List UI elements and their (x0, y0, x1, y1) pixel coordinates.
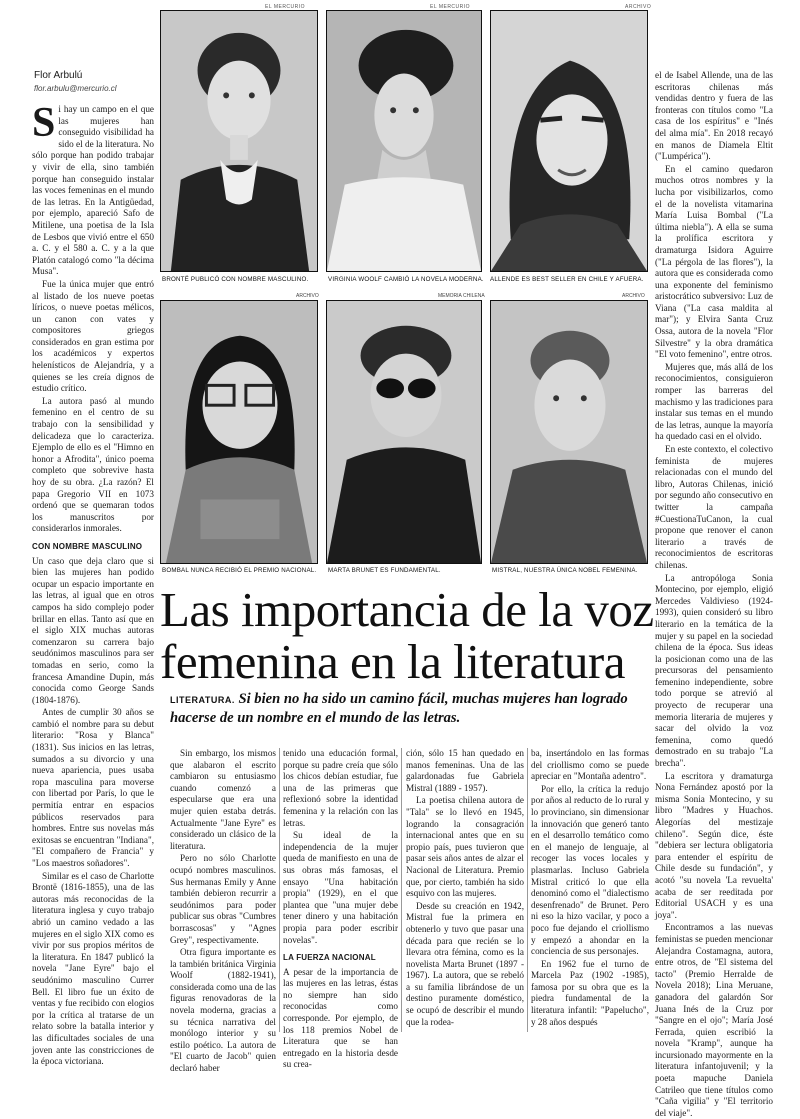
headline-line-1: Las importancia de la voz (160, 582, 654, 637)
photo-caption: MARTA BRUNET ES FUNDAMENTAL. (328, 567, 441, 574)
photo-bronte (160, 10, 318, 272)
photo-mistral (490, 300, 648, 564)
paragraph: La poetisa chilena autora de "Tala" se lo llevó en 1945, logrando la consagración internacional antes que en su propio país, pues tuvieron que pasar seis años antes de alzar el Nacional de Literatura. Premio que, por cierto, también ha sido esquivo con las mujeres. (406, 795, 524, 899)
photo-caption: ALLENDE ES BEST SELLER EN CHILE Y AFUERA. (490, 276, 644, 283)
photo-brunet (326, 300, 482, 564)
paragraph: Encontramos a las nuevas feministas se pueden mencionar Alejandra Costamagna, autora, entre otros, de "El sistema del tacto" (Premio Herralde de Novela 2018); Lina Meruane, ganadora del galardón Sor Juana Inés de la Cruz por "Sangre en el ojo"; María José Ferrada, quien escribió la novela "Kramp", aunque ha incursionado mayormente en la literatura infantojuvenil; y la poeta mapuche Daniela Catrileo que tiene títulos como "Caña vigilia" y "El territorio del viaje". (655, 922, 773, 1118)
paragraph: La autora pasó al mundo femenino en el centro de su trabajo con la sensibilidad y delicadeza que lo caracteriza. Ejemplo de ello es el "Himno en honor a Afrodita", único poema completo que sobrevive hasta hoy de su obra. ¿La razón? El papa Gregorio VII en 1073 ordenó que se quemaran todos los manuscritos por considerarlos inmorales. (32, 395, 154, 534)
paragraph: La escritora y dramaturga Nona Fernández apostó por la misma Sonia Montecino, y su libro "Madres y Huachos. Alegorías del mestizaje chileno". Según dice, éste "debiera ser lectura obligatoria para entender el espíritu de Chile desde su fundación", y acotó "su novela 'La revuelta' acaba de ser reeditada por Editorial USACH y es una joya". (655, 770, 773, 920)
column-divider (279, 748, 280, 1032)
article-column-4 (406, 748, 524, 1032)
column-divider (401, 748, 402, 1032)
paragraph: En este contexto, el colectivo feminista de mujeres relacionadas con el mundo del libro, Autoras Chilenas, inició por segundo año consecutivo en twitter la campaña #CuestionaTuCanon, la cual propone que renover el canon literario a través de reconocimientos de escritoras chilenas. (655, 444, 773, 570)
author-name: Flor Arbulú (34, 70, 83, 81)
top-label-b: EL MERCURIO (430, 4, 471, 10)
paragraph: Por ello, la crítica la redujo por años al reducto de lo rural y lo provinciano, sin dimensionar la innovación que generó tanto en el desarrollo temático como en el manejo de lenguaje, al recoger las voces locales y plasmarlas. Incluso Gabriela Mistral criticó lo que ella denominó como el "dialectismo desenfrenado" de Brunet. Pero ni eso la hizo vacilar, y poco a poco fue dejando el criollismo y empezó a ahondar en la conciencia de sus personajes. (531, 783, 649, 957)
deck-text: Si bien no ha sido un camino fácil, muchas mujeres han logrado hacerse de un nombre en el mundo de las letras. (170, 691, 628, 726)
paragraph: Desde su creación en 1942, Mistral fue la primera en obtenerlo y tuvo que pasar una década para que recién se lo llevara otra fémina, como es la novelista Marta Brunet (1897 - 1967). La autora, que se rebeló a su familia librándose de un destino puramente doméstico, se ocupó de describir el mundo que la rodea- (406, 900, 524, 1027)
photo-credit: ARCHIVO (296, 293, 319, 299)
paragraph: ba, insertándolo en las formas del criollismo como se puede apreciar en "Montaña adentro". (531, 748, 649, 782)
paragraph: Mujeres que, más allá de los reconocimientos, consiguieron romper las barreras del machismo y las tradiciones para instalar sus temas en el mundo de las letras, aunque la mayoría ha quedado casi en el olvido. (655, 361, 773, 442)
photo-caption: MISTRAL, NUESTRA ÚNICA NOBEL FEMENINA. (492, 567, 638, 574)
paragraph: La antropóloga Sonia Montecino, por ejemplo, eligió Mercedes Valdivieso (1924-1993), quien consideró su libro literario en la temática de la mujer y su papel en la sociedad chilena de la época. Sus ideas la posicionan como una de las precursoras del pensamiento femenino independiente, sobre todo porque se atrevió al proyecto de recuperar una memoria literaria de mujeres y sacar del olvido la voz femenina, como quedó demostrado en su trabajo "La brecha". (655, 572, 773, 769)
paragraph: i hay un campo en el que las mujeres han conseguido visibilidad ha sido el de la literatura. No sólo porque han podido trabajar y vivir de ella, sino también porque han conseguido instalar las voces femeninas en el mundo de las letras. En la Antigüedad, por ejemplo, apareció Safo de Mitilene, una poetisa de la Isla de Lesbos que vivió entre el 650 a. C. y el 580 a. C. y a la que Platón catalogó como "la décima Musa". (32, 104, 154, 277)
photo-woolf (326, 10, 482, 272)
photo-caption: VIRGINIA WOOLF CAMBIÓ LA NOVELA MODERNA. (328, 276, 484, 283)
paragraph: Pero no sólo Charlotte ocupó nombres masculinos. Sus hermanas Emily y Anne también debieron recurrir a seudónimos para poder publicar sus obras "Cumbres borrascosas" y "Agnes Grey", respectivamente. (170, 853, 276, 945)
paragraph: el de Isabel Allende, una de las escritoras chilenas más vendidas dentro y fuera de las fronteras con títulos como "La casa de los espíritus" e "Inés del alma mía". En 2018 recayó en manos de Diamela Eltit ("Lumpérica"). (655, 70, 773, 162)
top-label-a: EL MERCURIO (265, 4, 306, 10)
paragraph: Un caso que deja claro que si bien las mujeres han podido ocupar un espacio importante en las letras, al igual que en otros campos ha sido complejo poder brillar en ellas. Tanto así que en el siglo XIX muchas autoras comenzaron su carrera bajo seudónimos masculinos para ser tomadas en serio, como la francesa Amandine Dupin, más conocida como George Sands (1804-1876). (32, 555, 154, 705)
paragraph: ción, sólo 15 han quedado en manos femeninas. Una de las galardonadas fue Gabriela Mistral (1889 - 1957). (406, 748, 524, 793)
article-column-3 (283, 748, 398, 1070)
paragraph: Sin embargo, los mismos que alabaron el escrito cambiaron su entusiasmo cuando comenzó a especularse que era una mujer quien estaba detrás. Actualmente "Jane Eyre" es considerado un clásico de la literatura. (170, 748, 276, 851)
section-label: LITERATURA. (170, 695, 235, 705)
photo-caption: BOMBAL NUNCA RECIBIÓ EL PREMIO NACIONAL. (162, 567, 317, 574)
headline (160, 584, 660, 688)
article-column-1 (32, 100, 155, 1067)
paragraph: Su ideal de la independencia de la mujer queda de manifiesto en una de sus obras más famosas, el ensayo "Una habitación propia" (1929), en el que plantea que "una mujer debe tener dinero y una habitación propia para poder escribir novelas". (283, 830, 398, 945)
paragraph: Otra figura importante es la también británica Virginia Woolf (1882-1941), considerada como una de las figuras renovadoras de la novela moderna, gracias a su técnica narrativa del monólogo interior y su estilo poético. La autora de "El cuarto de Jacob" quien declaró haber (170, 947, 276, 1074)
headline-line-2: femenina en la literatura (160, 634, 625, 689)
author-handle: flor.arbulu@mercurio.cl (34, 84, 117, 93)
paragraph: Fue la única mujer que entró al listado de los nueve poetas líricos, o nueve poetas mélicos, un canon con vates y compositores griegos considerados en gran estima por los académicos y expertos helenísticos de Alejandría, y a quienes se les creía dignos de estudio crítico. (32, 278, 154, 394)
photo-credit: ARCHIVO (622, 293, 645, 299)
photo-caption: BRONTË PUBLICÓ CON NOMBRE MASCULINO. (162, 276, 309, 283)
paragraph: En 1962 fue el turno de Marcela Paz (1902 -1985), famosa por su obra que es la piedra fundamental de la literatura infantil: "Papelucho", y 28 años después (531, 958, 649, 1027)
photo-allende (490, 10, 648, 272)
article-column-6 (655, 70, 773, 1118)
paragraph: A pesar de la importancia de las mujeres en las letras, éstas no siempre han sido reconocidas como corresponde. Por ejemplo, de los 118 premios Nobel de Literatura que se han entregado en la historia desde su crea- (283, 966, 398, 1070)
paragraph: Antes de cumplir 30 años se cambió el nombre para su debut literario: "Rosa y Blanca" (1831). Sus inicios en las letras, sumados a su divorcio y una nueva apariencia, pues usaba ropa masculina para moverse con libertad por París, lo que le permitía entrar en espacios públicos reservados para hombres. Entre sus novelas más exitosas se encuentran "Indiana", "El compañero de Francia" y "Los maestros soñadores". (32, 707, 154, 868)
article-column-5 (531, 748, 649, 1032)
deck (170, 690, 665, 727)
dropcap: S (32, 100, 56, 146)
top-label-c: ARCHIVO (625, 4, 652, 10)
subheading: CON NOMBRE MASCULINO (32, 541, 143, 551)
photo-bombal (160, 300, 318, 564)
article-column-2 (170, 748, 276, 1074)
column-divider (527, 748, 528, 1032)
photo-credit: MEMORIA CHILENA (438, 293, 485, 299)
paragraph: tenido una educación formal, porque su padre creía que sólo los chicos debían estudiar, fue una de las primeras que reflexionó sobre la identidad femenina y la relación con las letras. (283, 748, 398, 828)
paragraph: En el camino quedaron muchos otros nombres y la lucha por visibilizarlos, como el de la novelista vitamarina María Luisa Bombal ("La última niebla"). A ella se suma la prolífica escritora y dramaturga Isidora Aguirre ("La pérgola de las flores"), la autora que es considerada como una exponente del feminismo aristocrático subversivo: Luz de Viana ("La casa maldita al mar"); y Elvira Santa Cruz Ossa, autora de la novela "Flor Silvestre" y la obra dramática "El voto femenino", entre otros. (655, 163, 773, 360)
subheading: LA FUERZA NACIONAL (283, 953, 376, 963)
paragraph: Similar es el caso de Charlotte Brontë (1816-1855), una de las autoras más reconocidas de la literatura inglesa y cuyo trabajo abrió un camino vedado a las mujeres en el siglo XIX como es vivir por sus propios méritos de la literatura. En 1847 publicó la novela "Jane Eyre" bajo el seudónimo masculino Currer Bell. El libro fue un éxito de ventas y fue recibido con elogios por la crítica al tratarse de un relato sobre la batalla interior y las dificultades sociales de una joven ante las constricciones de la época victoriana. (32, 870, 155, 1067)
